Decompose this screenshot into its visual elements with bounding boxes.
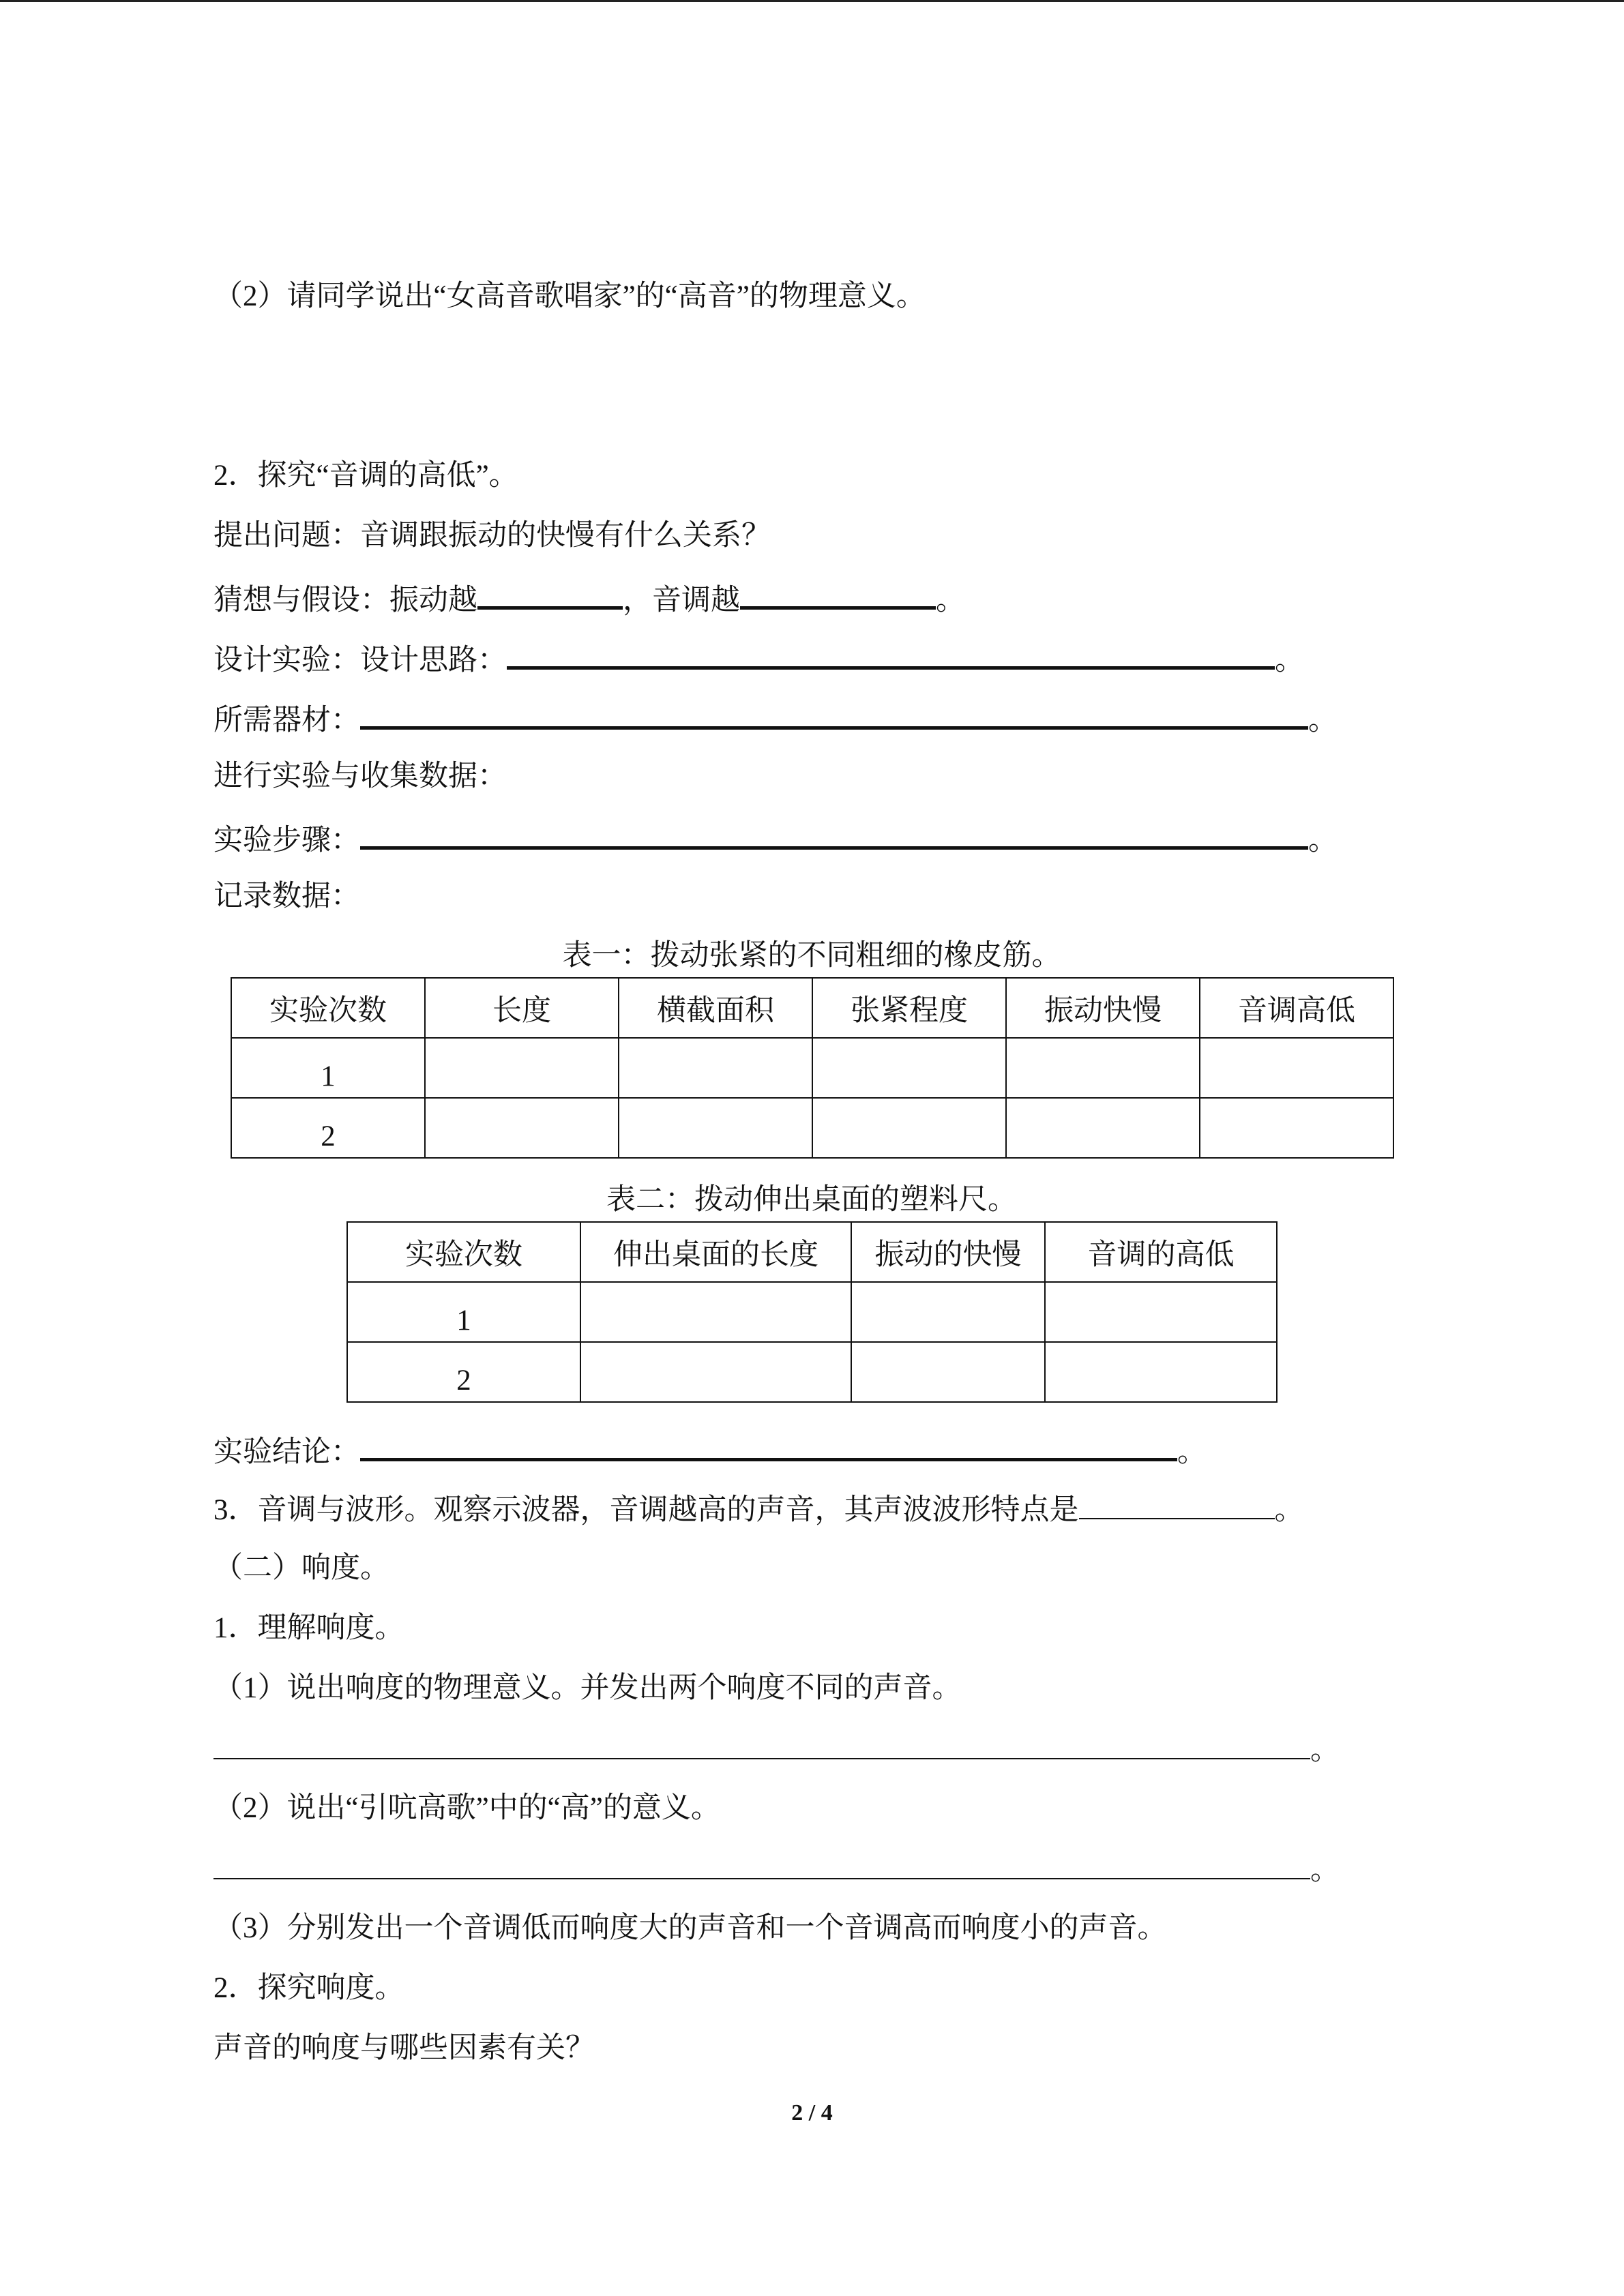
table1 (231, 977, 1394, 1159)
record-data-title: 记录数据： (213, 880, 360, 912)
hypothesis-end: 。 (936, 584, 965, 616)
conclusion-label: 实验结论： (213, 1436, 360, 1468)
table1-cell[interactable] (1200, 1038, 1393, 1098)
table1-cell[interactable] (425, 1098, 619, 1158)
table1-header-row (231, 978, 1393, 1038)
table1-header: 长度 (425, 978, 619, 1038)
hypothesis-blank-1[interactable] (477, 576, 623, 610)
table-row (347, 1282, 1277, 1342)
table2-cell: 2 (347, 1342, 580, 1402)
table1-cell[interactable] (812, 1038, 1006, 1098)
table1-cell[interactable] (619, 1098, 812, 1158)
table2-header: 实验次数 (347, 1222, 580, 1282)
understand-loudness-title: 1．理解响度。 (213, 1612, 404, 1644)
loudness-title: （二）响度。 (213, 1552, 389, 1584)
loudness-question-2: （2）说出“引吭高歌”中的“高”的意义。 (213, 1792, 720, 1824)
table1-cell: 1 (231, 1038, 425, 1098)
section-3-end: 。 (1274, 1494, 1304, 1526)
steps-line (213, 816, 1338, 861)
design-blank[interactable] (507, 636, 1275, 670)
table2-cell: 1 (347, 1282, 580, 1342)
page-number: 2 / 4 (791, 2100, 833, 2126)
question-1-2: （2）请同学说出“女高音歌唱家”的“高音”的物理意义。 (213, 280, 926, 312)
conclusion-line (213, 1428, 1207, 1473)
table2-caption: 表二：拨动伸出桌面的塑料尺。 (606, 1184, 1017, 1216)
design-label: 设计实验：设计思路： (213, 644, 507, 676)
hypothesis-blank-2[interactable] (740, 576, 936, 610)
table-row (231, 1038, 1393, 1098)
equipment-line (213, 696, 1338, 741)
table1-header: 音调高低 (1200, 978, 1393, 1038)
answer-end-1: 。 (1310, 1734, 1340, 1766)
waveform-blank[interactable] (1079, 1488, 1275, 1519)
steps-label: 实验步骤： (213, 824, 360, 856)
table2-cell[interactable] (580, 1342, 851, 1402)
equipment-label: 所需器材： (213, 704, 360, 736)
table1-cell: 2 (231, 1098, 425, 1158)
table1-header: 振动快慢 (1006, 978, 1200, 1038)
conclusion-end: 。 (1177, 1436, 1207, 1468)
conclusion-blank[interactable] (360, 1428, 1177, 1461)
answer-end-2: 。 (1310, 1854, 1340, 1886)
table1-cell[interactable] (1006, 1098, 1200, 1158)
answer-line-1 (213, 1728, 1340, 1769)
section-3-text: 3．音调与波形。观察示波器，音调越高的声音，其声波波形特点是 (213, 1494, 1079, 1526)
hypothesis-line (213, 576, 965, 621)
table2-cell[interactable] (851, 1282, 1045, 1342)
table2-cell[interactable] (851, 1342, 1045, 1402)
raise-question: 提出问题：音调跟振动的快慢有什么关系？ (213, 520, 771, 552)
collect-data-title: 进行实验与收集数据： (213, 760, 507, 792)
answer-line-2 (213, 1848, 1340, 1889)
table1-cell[interactable] (425, 1038, 619, 1098)
table2-cell[interactable] (1045, 1282, 1277, 1342)
top-border (0, 0, 1624, 2)
explore-loudness-title: 2．探究响度。 (213, 1972, 404, 2004)
table-row (347, 1342, 1277, 1402)
table2-header: 振动的快慢 (851, 1222, 1045, 1282)
table1-cell[interactable] (1200, 1098, 1393, 1158)
hypothesis-prefix: 猜想与假设：振动越 (213, 584, 477, 616)
answer-blank-1[interactable] (213, 1728, 1310, 1759)
loudness-factors-question: 声音的响度与哪些因素有关？ (213, 2032, 595, 2064)
table2-header: 音调的高低 (1045, 1222, 1277, 1282)
table2-header: 伸出桌面的长度 (580, 1222, 851, 1282)
equipment-end: 。 (1308, 704, 1338, 736)
table2-header-row (347, 1222, 1277, 1282)
table2 (346, 1221, 1278, 1403)
table1-caption: 表一：拨动张紧的不同粗细的橡皮筋。 (562, 940, 1061, 972)
steps-end: 。 (1308, 824, 1338, 856)
table1-cell[interactable] (619, 1038, 812, 1098)
loudness-question-3: （3）分别发出一个音调低而响度大的声音和一个音调高而响度小的声音。 (213, 1912, 1167, 1944)
table-row (231, 1098, 1393, 1158)
steps-blank[interactable] (360, 816, 1308, 850)
table1-header: 张紧程度 (812, 978, 1006, 1038)
equipment-blank[interactable] (360, 696, 1308, 730)
table1-header: 实验次数 (231, 978, 425, 1038)
section-2-title: 2．探究“音调的高低”。 (213, 460, 518, 492)
design-line (213, 636, 1304, 681)
table1-header: 横截面积 (619, 978, 812, 1038)
loudness-question-1: （1）说出响度的物理意义。并发出两个响度不同的声音。 (213, 1672, 962, 1704)
section-3-line (213, 1488, 1304, 1531)
answer-blank-2[interactable] (213, 1848, 1310, 1879)
table2-cell[interactable] (1045, 1342, 1277, 1402)
design-end: 。 (1275, 644, 1304, 676)
table2-cell[interactable] (580, 1282, 851, 1342)
table1-cell[interactable] (1006, 1038, 1200, 1098)
table1-cell[interactable] (812, 1098, 1006, 1158)
hypothesis-middle: ，音调越 (623, 584, 740, 616)
